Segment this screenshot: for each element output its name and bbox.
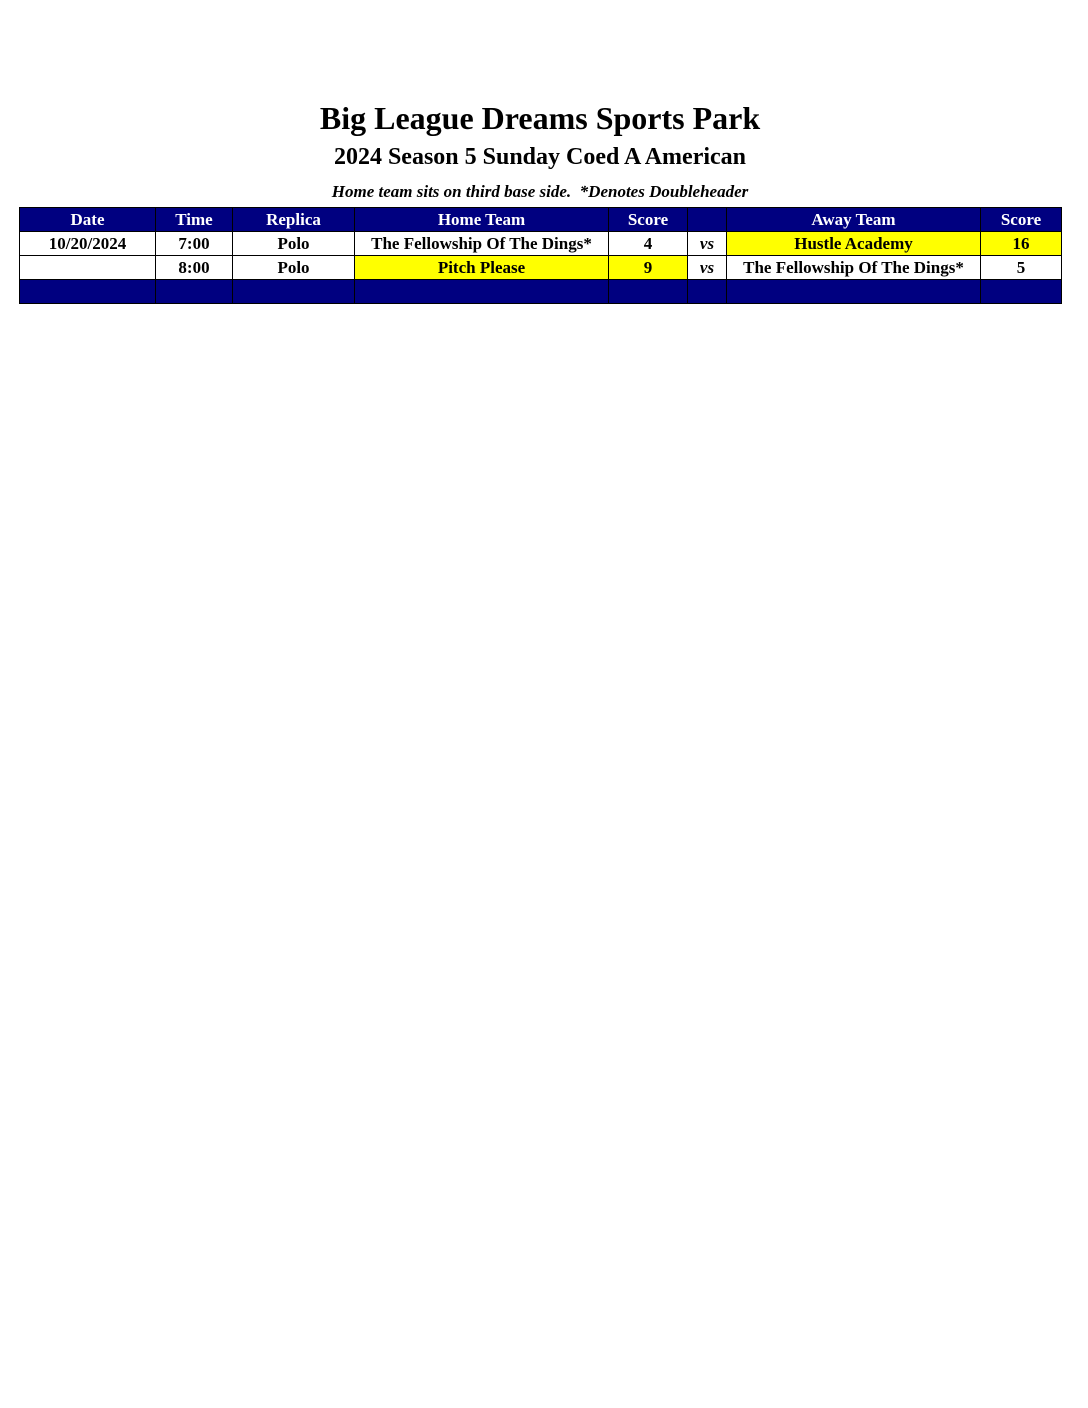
field-replica: Polo	[233, 232, 355, 256]
home-team: The Fellowship Of The Dings*	[355, 232, 609, 256]
away-team: The Fellowship Of The Dings*	[727, 256, 981, 280]
column-header-date: Date	[20, 208, 156, 232]
away-score: 5	[981, 256, 1062, 280]
away-team: Hustle Academy	[727, 232, 981, 256]
home-score: 9	[609, 256, 688, 280]
home-score: 4	[609, 232, 688, 256]
column-header-away-score: Score	[981, 208, 1062, 232]
schedule-note: Home team sits on third base side. *Denotes Doubleheader	[331, 182, 749, 201]
away-score: 16	[981, 232, 1062, 256]
table-footer-row	[20, 280, 1062, 304]
home-team: Pitch Please	[355, 256, 609, 280]
table-row	[20, 256, 1062, 280]
game-date: 10/20/2024	[20, 232, 156, 256]
column-header-replica: Replica	[233, 208, 355, 232]
column-header-home-score: Score	[609, 208, 688, 232]
column-header-vs	[688, 208, 727, 232]
versus-label: vs	[688, 256, 727, 280]
column-header-away-team: Away Team	[727, 208, 981, 232]
game-time: 8:00	[156, 256, 233, 280]
schedule-table	[19, 207, 1062, 304]
league-subtitle: 2024 Season 5 Sunday Coed A American	[333, 144, 747, 170]
table-header-row	[20, 208, 1062, 232]
page-title: Big League Dreams Sports Park	[319, 100, 761, 136]
column-header-time: Time	[156, 208, 233, 232]
versus-label: vs	[688, 232, 727, 256]
table-row	[20, 232, 1062, 256]
game-time: 7:00	[156, 232, 233, 256]
field-replica: Polo	[233, 256, 355, 280]
game-date	[20, 256, 156, 280]
column-header-home-team: Home Team	[355, 208, 609, 232]
